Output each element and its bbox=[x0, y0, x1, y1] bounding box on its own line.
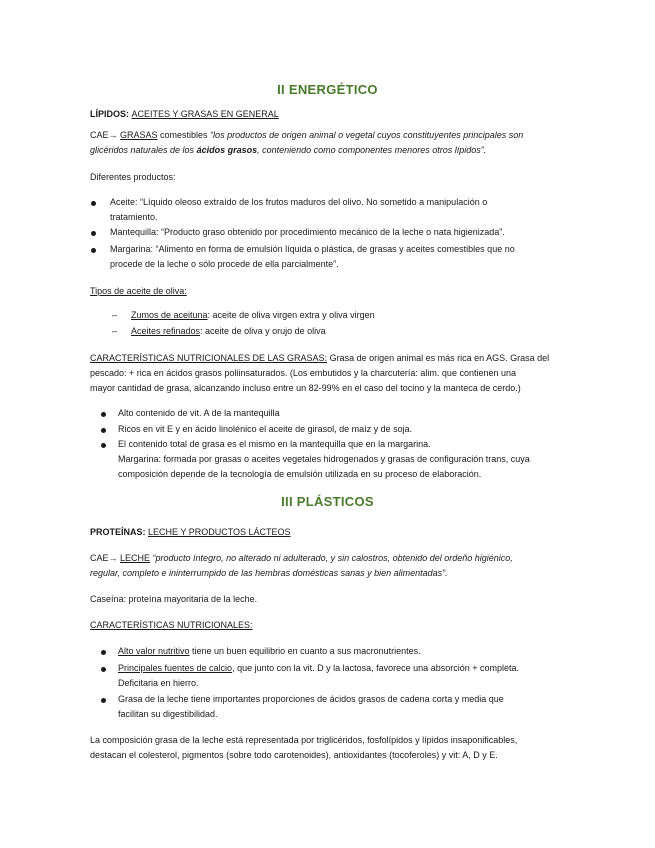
carac-grasas-line-1 bbox=[90, 352, 549, 364]
carac-item-contenido-l2: Margarina: formada por grasas o aceites vegetales hidrogenados y grasas de configuración trans, cuya bbox=[118, 454, 530, 464]
composicion-line-2: destacan el colesterol, pigmentos (sobre todo carotenoides), antioxidantes (tocoferoles) y vit: A, D y E. bbox=[90, 750, 498, 760]
tipo-rest: : aceite de oliva virgen extra y oliva virgen bbox=[207, 310, 375, 320]
cae-term: GRASAS bbox=[120, 130, 158, 140]
bullet-icon bbox=[91, 201, 96, 206]
cae-grasas-line-1 bbox=[90, 129, 523, 141]
proteinas-heading bbox=[90, 526, 291, 538]
bullet-icon bbox=[101, 650, 106, 655]
bullet-icon bbox=[101, 428, 106, 433]
cae-quote: “los productos de origen animal o vegetal cuyos constituyentes principales son bbox=[210, 130, 524, 140]
carac-item-vit-a: Alto contenido de vit. A de la mantequilla bbox=[118, 408, 280, 418]
prot-item-calcio-l2: Deficitaria en hierro. bbox=[118, 678, 199, 688]
lipidos-heading bbox=[90, 108, 279, 120]
cae-quote-part: , conteniendo como componentes menores otros lípidos”. bbox=[257, 145, 487, 155]
caseina-line: Caseína: proteína mayoritaria de la leche. bbox=[90, 594, 258, 604]
carac-grasas-line-3: mayor cantidad de grasa, alcanzando incluso entre un 82-99% en el caso del tocino y la manteca de cerdo.) bbox=[90, 383, 521, 393]
bullet-icon bbox=[101, 412, 106, 417]
bullet-icon bbox=[101, 667, 106, 672]
cae-rest: comestibles bbox=[157, 130, 211, 140]
cae-quote-part: glicéridos naturales de los bbox=[90, 145, 197, 155]
diferentes-productos: Diferentes productos: bbox=[90, 172, 176, 182]
carac-grasas-heading: CARACTERÍSTICAS NUTRICIONALES DE LAS GRASAS: bbox=[90, 353, 328, 363]
item-mantequilla: Mantequilla: “Producto graso obtenido por procedimiento mecánico de la leche o nata higienizada”. bbox=[110, 227, 505, 237]
carac-item-contenido-l3: composición depende de la tecnología de emulsión utilizada en su proceso de elaboración. bbox=[118, 469, 482, 479]
cae-term: LECHE bbox=[120, 553, 151, 563]
tipo-zumos bbox=[131, 309, 375, 321]
prot-item-rest: , que junto con la vit. D y la lactosa, favorece una absorción + completa. bbox=[232, 663, 519, 673]
cae-quote-bold: ácidos grasos bbox=[196, 145, 258, 155]
prot-item-rest: tiene un buen equilibrio en cuanto a sus macronutrientes. bbox=[189, 646, 421, 656]
cae-label: CAE→ bbox=[90, 553, 121, 563]
carac-item-vit-e: Ricos en vit E y en ácido linolénico el aceite de girasol, de maíz y de soja. bbox=[118, 424, 413, 434]
bullet-icon bbox=[91, 248, 96, 253]
bullet-icon bbox=[91, 231, 96, 236]
tipo-term: Aceites refinados bbox=[131, 326, 201, 336]
prot-item-valor bbox=[118, 645, 421, 657]
proteinas-subheading: LECHE Y PRODUCTOS LÁCTEOS bbox=[148, 527, 291, 537]
composicion-line-1: La composición grasa de la leche está representada por triglicéridos, fosfolípidos y lípidos insaponificables, bbox=[90, 735, 518, 745]
section-title-energetico: II ENERGÉTICO bbox=[277, 82, 378, 97]
bullet-icon bbox=[101, 443, 106, 448]
item-aceite-line-1: Aceite: “Líquido oleoso extraído de los frutos maduros del olivo. No sometido a manipulación o bbox=[110, 197, 488, 207]
tipo-term: Zumos de aceituna bbox=[131, 310, 208, 320]
tipo-rest: : aceite de oliva y orujo de oliva bbox=[200, 326, 326, 336]
prot-item-calcio-l1 bbox=[118, 662, 519, 674]
section-title-plasticos: III PLÁSTICOS bbox=[281, 494, 374, 509]
prot-item-grasa-l2: facilitan su digestibilidad. bbox=[118, 709, 218, 719]
tipo-refinados bbox=[131, 325, 326, 337]
bullet-icon bbox=[101, 698, 106, 703]
cae-leche-line-2: regular, completo e ininterrumpido de las hembras domésticas sanas y bien alimentadas”. bbox=[90, 568, 448, 578]
lipidos-label: LÍPIDOS: bbox=[90, 109, 132, 119]
cae-grasas-line-2 bbox=[90, 144, 486, 156]
dash-icon: – bbox=[112, 310, 118, 320]
cae-quote: “producto íntegro, no alterado ni adulterado, y sin calostros, obtenido del ordeño higiénico, bbox=[150, 553, 513, 563]
item-margarina-line-1: Margarina: “Alimento en forma de emulsión líquida o plástica, de grasas y aceites comestibles que no bbox=[110, 244, 515, 254]
proteinas-label: PROTEÍNAS: bbox=[90, 527, 149, 537]
item-aceite-line-2: tratamiento. bbox=[110, 212, 158, 222]
tipos-heading: Tipos de aceite de oliva: bbox=[90, 286, 187, 296]
carac-grasas-line-2: pescado: + rica en ácidos grasos poliinsaturados. (Los embutidos y la charcutería: alim. que contienen una bbox=[90, 368, 516, 378]
proteinas-carac-heading: CARACTERÍSTICAS NUTRICIONALES: bbox=[90, 620, 253, 630]
lipidos-subheading: ACEITES Y GRASAS EN GENERAL bbox=[131, 109, 279, 119]
prot-item-term: Principales fuentes de calcio bbox=[118, 663, 233, 673]
dash-icon: – bbox=[112, 326, 118, 336]
prot-item-term: Alto valor nutritivo bbox=[118, 646, 190, 656]
cae-leche-line-1 bbox=[90, 552, 513, 564]
item-margarina-line-2: procede de la leche o sólo procede de ella parcialmente”. bbox=[110, 259, 339, 269]
carac-item-contenido-l1: El contenido total de grasa es el mismo en la mantequilla que en la margarina. bbox=[118, 439, 431, 449]
carac-grasas-text: Grasa de origen animal es más rica en AGS. Grasa del bbox=[327, 353, 550, 363]
prot-item-grasa-l1: Grasa de la leche tiene importantes proporciones de ácidos grasos de cadena corta y media que bbox=[118, 694, 504, 704]
cae-label: CAE→ bbox=[90, 130, 121, 140]
